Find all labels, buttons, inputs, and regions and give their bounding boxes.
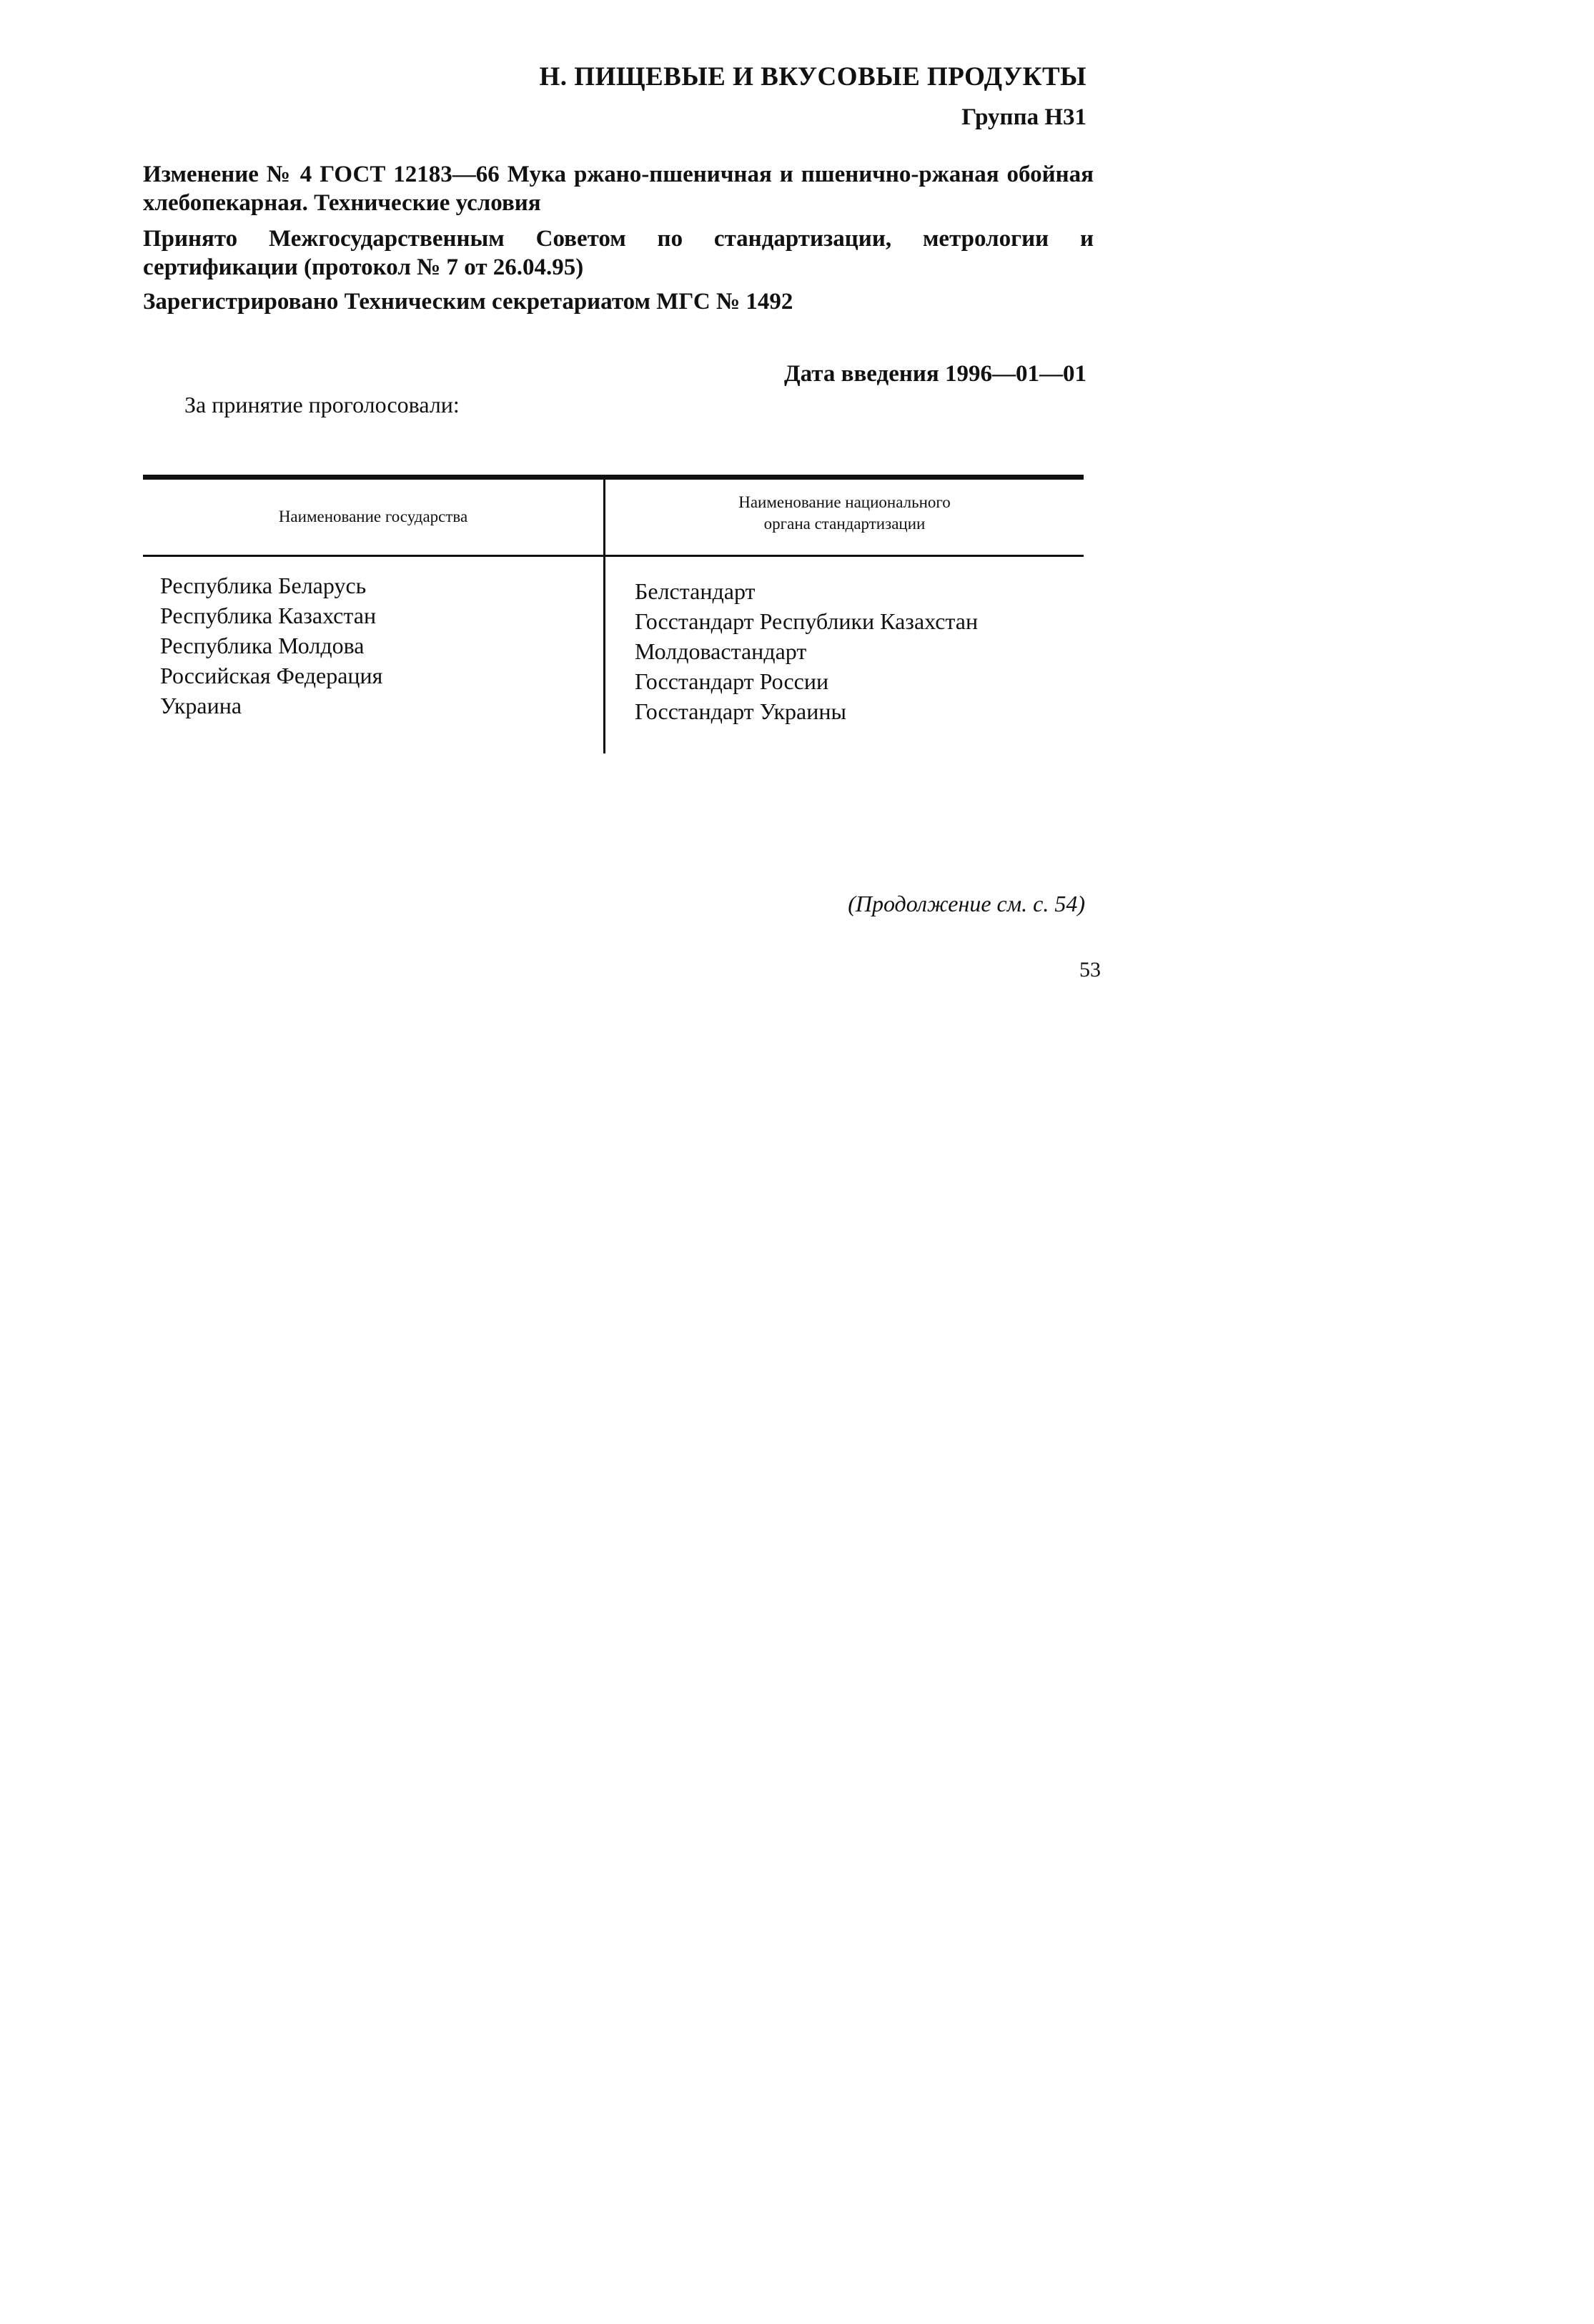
table-header-rule <box>143 555 1084 557</box>
header-national-body <box>605 492 1084 535</box>
table-row-org: Госстандарт Республики Казахстан <box>635 608 979 634</box>
header-state: Наименование государства <box>278 508 468 525</box>
table-row-org: Госстандарт Украины <box>635 698 846 724</box>
table-row-state: Украина <box>160 693 242 718</box>
registration-statement: Зарегистрировано Техническим секретариатом МГС № 1492 <box>143 289 793 315</box>
table-row-state: Республика Молдова <box>160 633 365 658</box>
change-title: Изменение № 4 ГОСТ 12183—66 Мука ржано-пшеничная и пшенично-ржаная обойная хлебопекарная. Технические условия <box>143 162 1094 216</box>
national-bodies-column <box>635 576 978 726</box>
introduction-date: Дата введения 1996—01—01 <box>783 361 1086 387</box>
page-number: 53 <box>1079 958 1101 981</box>
adopted-statement: Принято Межгосударственным Советом по стандартизации, метрологии и сертификации (протокол № 7 от 26.04.95) <box>143 226 1094 280</box>
continuation-note: (Продолжение см. с. 54) <box>848 891 1085 916</box>
states-column <box>160 570 382 721</box>
table-row-org: Белстандарт <box>635 578 756 604</box>
table-top-rule <box>143 475 1084 480</box>
table-row-state: Республика Беларусь <box>160 573 367 598</box>
group-code: Группа Н31 <box>961 104 1086 130</box>
voted-label: За принятие проголосовали: <box>184 392 460 417</box>
section-heading: Н. ПИЩЕВЫЕ И ВКУСОВЫЕ ПРОДУКТЫ <box>539 62 1086 92</box>
table-row-state: Республика Казахстан <box>160 603 377 628</box>
header-national-body-line1: Наименование национального <box>738 493 951 511</box>
table-row-org: Госстандарт России <box>635 668 829 694</box>
table-row-state: Российская Федерация <box>160 663 383 688</box>
voting-table <box>143 475 1084 753</box>
header-national-body-line2: органа стандартизации <box>763 515 926 533</box>
table-row-org: Молдовастандарт <box>635 638 807 664</box>
